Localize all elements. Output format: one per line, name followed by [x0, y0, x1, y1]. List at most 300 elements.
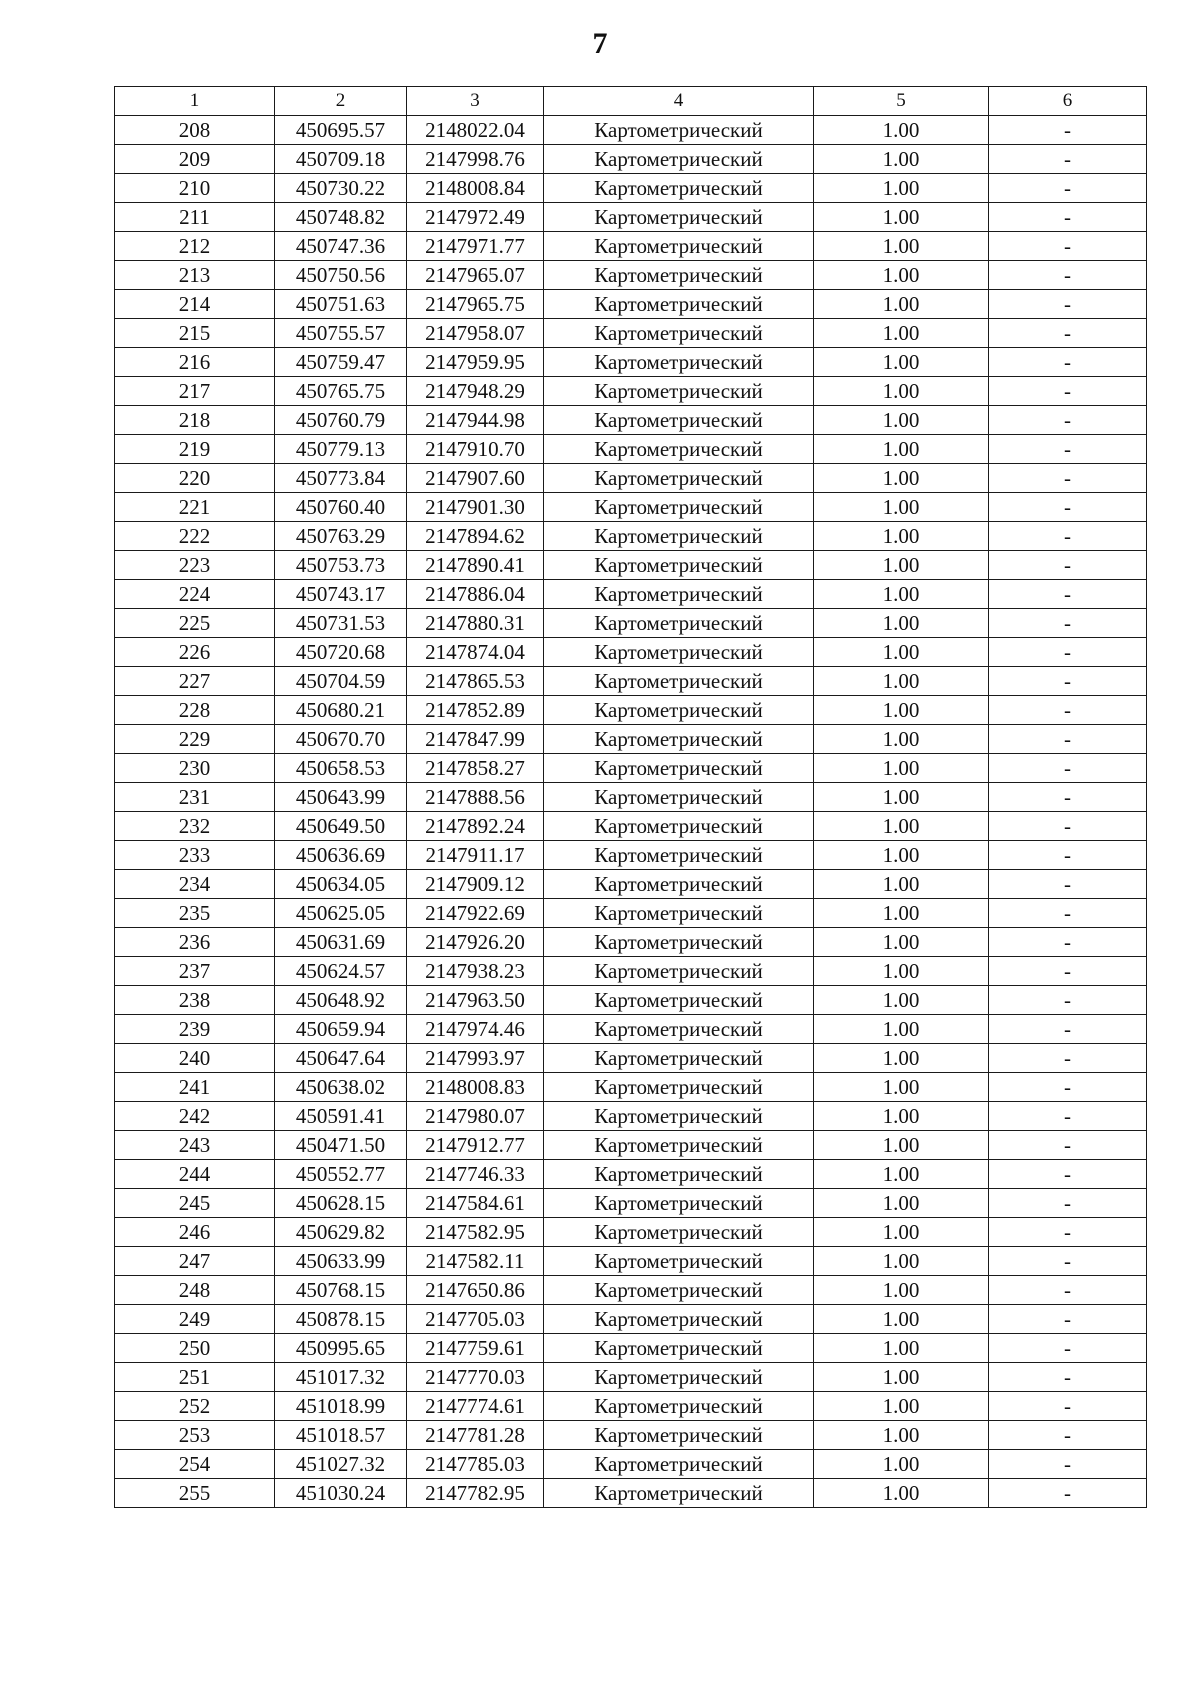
cell-method: Картометрический — [544, 667, 814, 696]
cell-coord-x: 450751.63 — [275, 290, 407, 319]
cell-coord-y: 2147858.27 — [407, 754, 544, 783]
cell-point-number: 222 — [115, 522, 275, 551]
cell-method: Картометрический — [544, 1479, 814, 1508]
cell-point-number: 244 — [115, 1160, 275, 1189]
table-row — [115, 1189, 1147, 1218]
cell-note: - — [989, 435, 1147, 464]
cell-coord-y: 2147774.61 — [407, 1392, 544, 1421]
cell-accuracy: 1.00 — [814, 812, 989, 841]
cell-coord-y: 2148008.83 — [407, 1073, 544, 1102]
cell-coord-x: 450709.18 — [275, 145, 407, 174]
cell-coord-y: 2147965.75 — [407, 290, 544, 319]
cell-coord-y: 2147907.60 — [407, 464, 544, 493]
cell-method: Картометрический — [544, 725, 814, 754]
table-row — [115, 986, 1147, 1015]
cell-point-number: 236 — [115, 928, 275, 957]
cell-note: - — [989, 1363, 1147, 1392]
cell-point-number: 218 — [115, 406, 275, 435]
table-row — [115, 1276, 1147, 1305]
cell-coord-x: 450759.47 — [275, 348, 407, 377]
cell-point-number: 247 — [115, 1247, 275, 1276]
cell-coord-y: 2147847.99 — [407, 725, 544, 754]
cell-point-number: 242 — [115, 1102, 275, 1131]
cell-accuracy: 1.00 — [814, 1392, 989, 1421]
cell-method: Картометрический — [544, 609, 814, 638]
cell-coord-y: 2147972.49 — [407, 203, 544, 232]
cell-coord-x: 450779.13 — [275, 435, 407, 464]
cell-method: Картометрический — [544, 435, 814, 464]
cell-point-number: 210 — [115, 174, 275, 203]
cell-note: - — [989, 928, 1147, 957]
cell-coord-y: 2147892.24 — [407, 812, 544, 841]
cell-note: - — [989, 783, 1147, 812]
cell-accuracy: 1.00 — [814, 1247, 989, 1276]
cell-point-number: 215 — [115, 319, 275, 348]
cell-coord-y: 2147781.28 — [407, 1421, 544, 1450]
cell-coord-x: 450638.02 — [275, 1073, 407, 1102]
cell-method: Картометрический — [544, 812, 814, 841]
cell-accuracy: 1.00 — [814, 406, 989, 435]
cell-coord-y: 2147959.95 — [407, 348, 544, 377]
table-row — [115, 1334, 1147, 1363]
cell-coord-x: 450731.53 — [275, 609, 407, 638]
cell-coord-y: 2147874.04 — [407, 638, 544, 667]
cell-coord-x: 450591.41 — [275, 1102, 407, 1131]
table-row — [115, 116, 1147, 145]
cell-coord-x: 450670.70 — [275, 725, 407, 754]
cell-method: Картометрический — [544, 1276, 814, 1305]
column-header-1: 1 — [115, 87, 275, 116]
column-header-5: 5 — [814, 87, 989, 116]
cell-method: Картометрический — [544, 1305, 814, 1334]
cell-point-number: 243 — [115, 1131, 275, 1160]
cell-coord-y: 2147958.07 — [407, 319, 544, 348]
cell-note: - — [989, 1392, 1147, 1421]
cell-coord-y: 2148022.04 — [407, 116, 544, 145]
table-row — [115, 522, 1147, 551]
table-row — [115, 551, 1147, 580]
cell-point-number: 255 — [115, 1479, 275, 1508]
cell-note: - — [989, 1247, 1147, 1276]
cell-accuracy: 1.00 — [814, 261, 989, 290]
cell-point-number: 223 — [115, 551, 275, 580]
cell-coord-y: 2147910.70 — [407, 435, 544, 464]
cell-coord-x: 450753.73 — [275, 551, 407, 580]
cell-coord-x: 450680.21 — [275, 696, 407, 725]
cell-method: Картометрический — [544, 1102, 814, 1131]
cell-point-number: 241 — [115, 1073, 275, 1102]
cell-method: Картометрический — [544, 580, 814, 609]
cell-accuracy: 1.00 — [814, 464, 989, 493]
cell-coord-x: 450755.57 — [275, 319, 407, 348]
cell-note: - — [989, 145, 1147, 174]
cell-note: - — [989, 667, 1147, 696]
table-row — [115, 580, 1147, 609]
table-row — [115, 928, 1147, 957]
cell-accuracy: 1.00 — [814, 1276, 989, 1305]
cell-coord-x: 450765.75 — [275, 377, 407, 406]
cell-point-number: 237 — [115, 957, 275, 986]
cell-method: Картометрический — [544, 551, 814, 580]
table-row — [115, 1160, 1147, 1189]
cell-coord-y: 2147886.04 — [407, 580, 544, 609]
table-row — [115, 667, 1147, 696]
cell-method: Картометрический — [544, 377, 814, 406]
table-row — [115, 870, 1147, 899]
cell-coord-y: 2147746.33 — [407, 1160, 544, 1189]
cell-coord-x: 450743.17 — [275, 580, 407, 609]
table-row — [115, 725, 1147, 754]
cell-point-number: 209 — [115, 145, 275, 174]
cell-note: - — [989, 348, 1147, 377]
cell-coord-y: 2147944.98 — [407, 406, 544, 435]
cell-coord-y: 2147922.69 — [407, 899, 544, 928]
cell-note: - — [989, 1479, 1147, 1508]
table-row — [115, 1131, 1147, 1160]
cell-coord-x: 450631.69 — [275, 928, 407, 957]
cell-method: Картометрический — [544, 696, 814, 725]
cell-method: Картометрический — [544, 1392, 814, 1421]
cell-note: - — [989, 754, 1147, 783]
cell-point-number: 225 — [115, 609, 275, 638]
cell-coord-x: 450643.99 — [275, 783, 407, 812]
cell-accuracy: 1.00 — [814, 899, 989, 928]
cell-coord-y: 2147901.30 — [407, 493, 544, 522]
cell-note: - — [989, 609, 1147, 638]
cell-note: - — [989, 1160, 1147, 1189]
cell-method: Картометрический — [544, 1450, 814, 1479]
table-row — [115, 1392, 1147, 1421]
cell-point-number: 248 — [115, 1276, 275, 1305]
cell-method: Картометрический — [544, 116, 814, 145]
cell-method: Картометрический — [544, 290, 814, 319]
cell-point-number: 251 — [115, 1363, 275, 1392]
cell-coord-x: 450763.29 — [275, 522, 407, 551]
cell-method: Картометрический — [544, 1247, 814, 1276]
table-row — [115, 435, 1147, 464]
cell-accuracy: 1.00 — [814, 1073, 989, 1102]
cell-point-number: 230 — [115, 754, 275, 783]
cell-note: - — [989, 377, 1147, 406]
cell-note: - — [989, 638, 1147, 667]
cell-accuracy: 1.00 — [814, 696, 989, 725]
cell-note: - — [989, 1276, 1147, 1305]
cell-method: Картометрический — [544, 464, 814, 493]
cell-accuracy: 1.00 — [814, 174, 989, 203]
cell-coord-y: 2147963.50 — [407, 986, 544, 1015]
cell-note: - — [989, 261, 1147, 290]
cell-method: Картометрический — [544, 261, 814, 290]
table-row — [115, 232, 1147, 261]
cell-coord-y: 2147888.56 — [407, 783, 544, 812]
cell-method: Картометрический — [544, 783, 814, 812]
cell-note: - — [989, 841, 1147, 870]
cell-coord-x: 450747.36 — [275, 232, 407, 261]
cell-accuracy: 1.00 — [814, 1305, 989, 1334]
cell-point-number: 219 — [115, 435, 275, 464]
table-row — [115, 464, 1147, 493]
cell-point-number: 246 — [115, 1218, 275, 1247]
cell-coord-y: 2147650.86 — [407, 1276, 544, 1305]
cell-note: - — [989, 1189, 1147, 1218]
cell-note: - — [989, 580, 1147, 609]
cell-point-number: 249 — [115, 1305, 275, 1334]
cell-accuracy: 1.00 — [814, 783, 989, 812]
cell-accuracy: 1.00 — [814, 377, 989, 406]
page-number: 7 — [592, 27, 608, 60]
cell-method: Картометрический — [544, 1189, 814, 1218]
cell-accuracy: 1.00 — [814, 841, 989, 870]
cell-method: Картометрический — [544, 638, 814, 667]
cell-point-number: 211 — [115, 203, 275, 232]
table-header-row — [115, 87, 1147, 116]
cell-coord-x: 450760.79 — [275, 406, 407, 435]
table-row — [115, 754, 1147, 783]
cell-coord-x: 451030.24 — [275, 1479, 407, 1508]
cell-coord-x: 450773.84 — [275, 464, 407, 493]
table-row — [115, 1450, 1147, 1479]
cell-coord-x: 450628.15 — [275, 1189, 407, 1218]
table-row — [115, 1363, 1147, 1392]
cell-point-number: 220 — [115, 464, 275, 493]
table-row — [115, 1305, 1147, 1334]
table-row — [115, 1421, 1147, 1450]
cell-accuracy: 1.00 — [814, 1218, 989, 1247]
cell-accuracy: 1.00 — [814, 435, 989, 464]
cell-accuracy: 1.00 — [814, 232, 989, 261]
cell-accuracy: 1.00 — [814, 754, 989, 783]
cell-coord-x: 450720.68 — [275, 638, 407, 667]
cell-method: Картометрический — [544, 957, 814, 986]
cell-coord-x: 450658.53 — [275, 754, 407, 783]
cell-point-number: 233 — [115, 841, 275, 870]
cell-coord-x: 451027.32 — [275, 1450, 407, 1479]
table-row — [115, 493, 1147, 522]
table-row — [115, 812, 1147, 841]
cell-note: - — [989, 493, 1147, 522]
cell-note: - — [989, 522, 1147, 551]
table-row — [115, 319, 1147, 348]
cell-accuracy: 1.00 — [814, 1189, 989, 1218]
cell-coord-x: 451018.99 — [275, 1392, 407, 1421]
cell-method: Картометрический — [544, 841, 814, 870]
cell-note: - — [989, 725, 1147, 754]
column-header-2: 2 — [275, 87, 407, 116]
cell-point-number: 253 — [115, 1421, 275, 1450]
cell-coord-x: 450624.57 — [275, 957, 407, 986]
cell-coord-y: 2147880.31 — [407, 609, 544, 638]
cell-note: - — [989, 290, 1147, 319]
cell-coord-x: 450634.05 — [275, 870, 407, 899]
cell-point-number: 254 — [115, 1450, 275, 1479]
cell-note: - — [989, 1102, 1147, 1131]
cell-note: - — [989, 1131, 1147, 1160]
cell-coord-x: 450647.64 — [275, 1044, 407, 1073]
cell-coord-x: 450704.59 — [275, 667, 407, 696]
cell-coord-y: 2147582.95 — [407, 1218, 544, 1247]
cell-note: - — [989, 870, 1147, 899]
cell-method: Картометрический — [544, 1421, 814, 1450]
cell-point-number: 217 — [115, 377, 275, 406]
cell-coord-y: 2147582.11 — [407, 1247, 544, 1276]
cell-accuracy: 1.00 — [814, 1015, 989, 1044]
cell-coord-y: 2147993.97 — [407, 1044, 544, 1073]
cell-point-number: 235 — [115, 899, 275, 928]
cell-method: Картометрический — [544, 522, 814, 551]
cell-point-number: 227 — [115, 667, 275, 696]
cell-coord-x: 450768.15 — [275, 1276, 407, 1305]
cell-method: Картометрический — [544, 1015, 814, 1044]
cell-note: - — [989, 1044, 1147, 1073]
table-row — [115, 609, 1147, 638]
table-row — [115, 1247, 1147, 1276]
cell-method: Картометрический — [544, 406, 814, 435]
cell-accuracy: 1.00 — [814, 1363, 989, 1392]
cell-note: - — [989, 464, 1147, 493]
cell-point-number: 213 — [115, 261, 275, 290]
table-row — [115, 406, 1147, 435]
cell-note: - — [989, 319, 1147, 348]
cell-note: - — [989, 1073, 1147, 1102]
cell-coord-x: 450995.65 — [275, 1334, 407, 1363]
table-row — [115, 145, 1147, 174]
cell-coord-y: 2147782.95 — [407, 1479, 544, 1508]
cell-accuracy: 1.00 — [814, 986, 989, 1015]
cell-note: - — [989, 957, 1147, 986]
cell-accuracy: 1.00 — [814, 1044, 989, 1073]
cell-point-number: 250 — [115, 1334, 275, 1363]
cell-coord-x: 450625.05 — [275, 899, 407, 928]
table-row — [115, 1073, 1147, 1102]
cell-coord-y: 2147971.77 — [407, 232, 544, 261]
cell-accuracy: 1.00 — [814, 1131, 989, 1160]
cell-note: - — [989, 1450, 1147, 1479]
cell-method: Картометрический — [544, 986, 814, 1015]
cell-point-number: 232 — [115, 812, 275, 841]
cell-method: Картометрический — [544, 493, 814, 522]
cell-accuracy: 1.00 — [814, 1334, 989, 1363]
cell-coord-y: 2147890.41 — [407, 551, 544, 580]
cell-coord-y: 2147584.61 — [407, 1189, 544, 1218]
table-row — [115, 841, 1147, 870]
cell-coord-y: 2147852.89 — [407, 696, 544, 725]
cell-method: Картометрический — [544, 928, 814, 957]
cell-coord-x: 450695.57 — [275, 116, 407, 145]
table-row — [115, 1102, 1147, 1131]
cell-coord-y: 2147948.29 — [407, 377, 544, 406]
cell-coord-x: 450760.40 — [275, 493, 407, 522]
cell-coord-y: 2147980.07 — [407, 1102, 544, 1131]
cell-accuracy: 1.00 — [814, 1421, 989, 1450]
column-header-6: 6 — [989, 87, 1147, 116]
cell-coord-x: 450750.56 — [275, 261, 407, 290]
cell-coord-y: 2147998.76 — [407, 145, 544, 174]
cell-coord-x: 450629.82 — [275, 1218, 407, 1247]
table-row — [115, 174, 1147, 203]
cell-method: Картометрический — [544, 1073, 814, 1102]
cell-coord-y: 2147938.23 — [407, 957, 544, 986]
cell-method: Картометрический — [544, 1334, 814, 1363]
cell-coord-y: 2147705.03 — [407, 1305, 544, 1334]
cell-note: - — [989, 174, 1147, 203]
table-row — [115, 348, 1147, 377]
table-row — [115, 377, 1147, 406]
table-row — [115, 1218, 1147, 1247]
cell-accuracy: 1.00 — [814, 667, 989, 696]
cell-note: - — [989, 1421, 1147, 1450]
cell-coord-x: 450659.94 — [275, 1015, 407, 1044]
cell-coord-y: 2147965.07 — [407, 261, 544, 290]
cell-coord-x: 451017.32 — [275, 1363, 407, 1392]
cell-method: Картометрический — [544, 145, 814, 174]
cell-accuracy: 1.00 — [814, 116, 989, 145]
cell-accuracy: 1.00 — [814, 609, 989, 638]
cell-accuracy: 1.00 — [814, 203, 989, 232]
cell-point-number: 214 — [115, 290, 275, 319]
cell-note: - — [989, 899, 1147, 928]
table-row — [115, 203, 1147, 232]
cell-point-number: 228 — [115, 696, 275, 725]
cell-coord-x: 450552.77 — [275, 1160, 407, 1189]
cell-note: - — [989, 116, 1147, 145]
cell-point-number: 240 — [115, 1044, 275, 1073]
cell-point-number: 221 — [115, 493, 275, 522]
cell-method: Картометрический — [544, 1160, 814, 1189]
cell-accuracy: 1.00 — [814, 290, 989, 319]
cell-note: - — [989, 696, 1147, 725]
cell-point-number: 245 — [115, 1189, 275, 1218]
cell-accuracy: 1.00 — [814, 1102, 989, 1131]
cell-accuracy: 1.00 — [814, 145, 989, 174]
cell-accuracy: 1.00 — [814, 957, 989, 986]
cell-method: Картометрический — [544, 899, 814, 928]
cell-accuracy: 1.00 — [814, 928, 989, 957]
table-row — [115, 1044, 1147, 1073]
cell-coord-y: 2147770.03 — [407, 1363, 544, 1392]
table-row — [115, 783, 1147, 812]
table-row — [115, 957, 1147, 986]
table-row — [115, 1015, 1147, 1044]
table-row — [115, 261, 1147, 290]
column-header-3: 3 — [407, 87, 544, 116]
cell-note: - — [989, 1218, 1147, 1247]
cell-coord-x: 450649.50 — [275, 812, 407, 841]
cell-method: Картометрический — [544, 1363, 814, 1392]
table-body — [115, 116, 1147, 1508]
cell-method: Картометрический — [544, 1044, 814, 1073]
cell-coord-y: 2147909.12 — [407, 870, 544, 899]
coordinates-table — [114, 86, 1147, 1508]
cell-accuracy: 1.00 — [814, 870, 989, 899]
cell-coord-x: 450471.50 — [275, 1131, 407, 1160]
cell-note: - — [989, 551, 1147, 580]
cell-accuracy: 1.00 — [814, 1479, 989, 1508]
column-header-4: 4 — [544, 87, 814, 116]
table-row — [115, 899, 1147, 928]
cell-note: - — [989, 1334, 1147, 1363]
cell-accuracy: 1.00 — [814, 493, 989, 522]
cell-method: Картометрический — [544, 1218, 814, 1247]
cell-coord-y: 2147912.77 — [407, 1131, 544, 1160]
cell-coord-x: 451018.57 — [275, 1421, 407, 1450]
cell-coord-x: 450730.22 — [275, 174, 407, 203]
cell-point-number: 226 — [115, 638, 275, 667]
cell-accuracy: 1.00 — [814, 1160, 989, 1189]
cell-point-number: 229 — [115, 725, 275, 754]
cell-coord-y: 2147759.61 — [407, 1334, 544, 1363]
cell-coord-y: 2148008.84 — [407, 174, 544, 203]
cell-accuracy: 1.00 — [814, 319, 989, 348]
